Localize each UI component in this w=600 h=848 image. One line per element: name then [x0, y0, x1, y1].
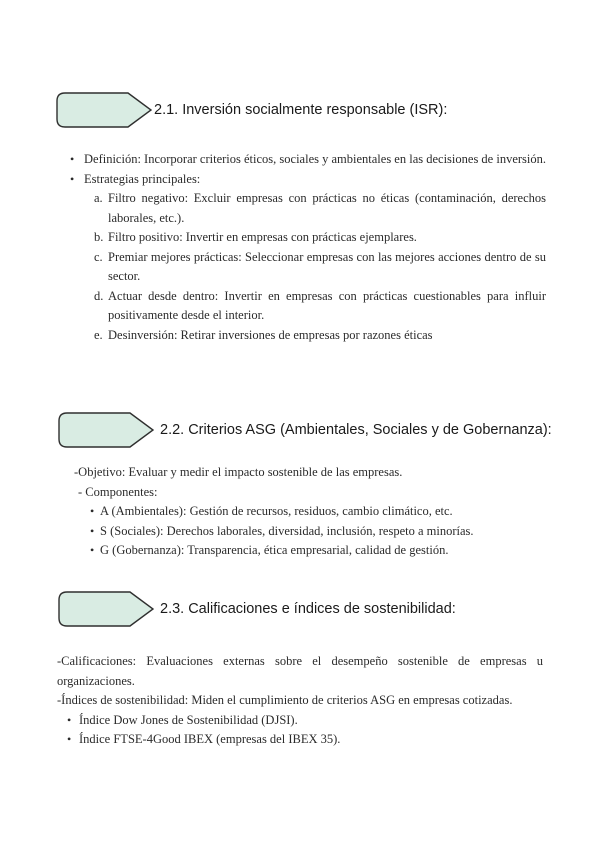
list-item — [94, 248, 546, 287]
list-marker: d. — [94, 288, 104, 303]
strategy-text: Premiar mejores prácticas: Seleccionar empresas con las mejores acciones dentro de su sector. — [108, 249, 546, 283]
objective-text: -Objetivo: Evaluar y medir el impacto sostenible de las empresas. — [74, 465, 403, 479]
list-item — [94, 326, 546, 346]
component-text: G (Gobernanza): Transparencia, ética empresarial, calidad de gestión. — [100, 543, 449, 557]
list-item — [94, 189, 546, 228]
calificaciones-text: -Calificaciones: Evaluaciones externas sobre el desempeño sostenible de empresas u organizaciones. — [57, 654, 543, 688]
component-text: A (Ambientales): Gestión de recursos, residuos, cambio climático, etc. — [100, 504, 453, 518]
calificaciones-content — [57, 652, 543, 750]
strategy-text: Actuar desde dentro: Invertir en empresas con prácticas cuestionables para influir positivamente desde el interior. — [108, 288, 546, 322]
strategy-text: Desinversión: Retirar inversiones de empresas por razones éticas — [108, 327, 433, 342]
list-item — [94, 287, 546, 326]
indices-intro-text: -Índices de sostenibilidad: Miden el cumplimiento de criterios ASG en empresas cotizadas. — [57, 693, 513, 707]
list-item — [94, 228, 546, 248]
strategies-list — [94, 189, 546, 345]
bullet-icon: • — [70, 171, 75, 186]
isr-content — [70, 150, 546, 345]
section-header-asg — [58, 412, 578, 448]
section-tag-icon — [56, 92, 152, 128]
bullet-icon: • — [70, 152, 75, 166]
list-item — [70, 150, 546, 170]
list-marker: c. — [94, 249, 103, 264]
isr-bullet-list — [70, 150, 546, 189]
list-marker: a. — [94, 191, 103, 205]
bullet-icon: • — [90, 523, 95, 538]
bullet-icon: • — [90, 543, 95, 557]
section-title: 2.3. Calificaciones e índices de sostenibilidad: — [160, 601, 456, 617]
list-item — [67, 711, 543, 731]
section-tag-icon — [58, 412, 154, 448]
section-title: 2.1. Inversión socialmente responsable (ISR): — [154, 102, 448, 118]
definition-text: Definición: Incorporar criterios éticos, sociales y ambientales en las decisiones de inversión. — [84, 152, 546, 166]
list-item — [90, 541, 544, 561]
strategy-text: Filtro negativo: Excluir empresas con prácticas no éticas (contaminación, derechos laborales, etc.). — [108, 191, 546, 225]
asg-content — [74, 463, 544, 561]
section-title: 2.2. Criterios ASG (Ambientales, Sociales y de Gobernanza): — [160, 422, 552, 438]
section-tag-icon — [58, 591, 154, 627]
list-item — [67, 730, 543, 750]
index-text: Índice FTSE-4Good IBEX (empresas del IBEX 35). — [79, 732, 341, 746]
components-label: - Componentes: — [78, 484, 158, 499]
bullet-icon: • — [67, 712, 72, 727]
list-item — [90, 522, 544, 542]
section-header-isr — [56, 92, 576, 128]
section-header-calificaciones — [58, 591, 578, 627]
indices-list — [67, 711, 543, 750]
strategy-text: Filtro positivo: Invertir en empresas con prácticas ejemplares. — [108, 230, 417, 244]
list-marker: b. — [94, 230, 104, 244]
bullet-icon: • — [67, 732, 72, 746]
components-list — [90, 502, 544, 561]
list-item — [70, 170, 546, 190]
component-text: S (Sociales): Derechos laborales, diversidad, inclusión, respeto a minorías. — [100, 523, 474, 538]
list-item — [90, 502, 544, 522]
index-text: Índice Dow Jones de Sostenibilidad (DJSI). — [79, 712, 298, 727]
list-marker: e. — [94, 327, 103, 342]
strategies-label: Estrategias principales: — [84, 171, 201, 186]
bullet-icon: • — [90, 504, 95, 518]
